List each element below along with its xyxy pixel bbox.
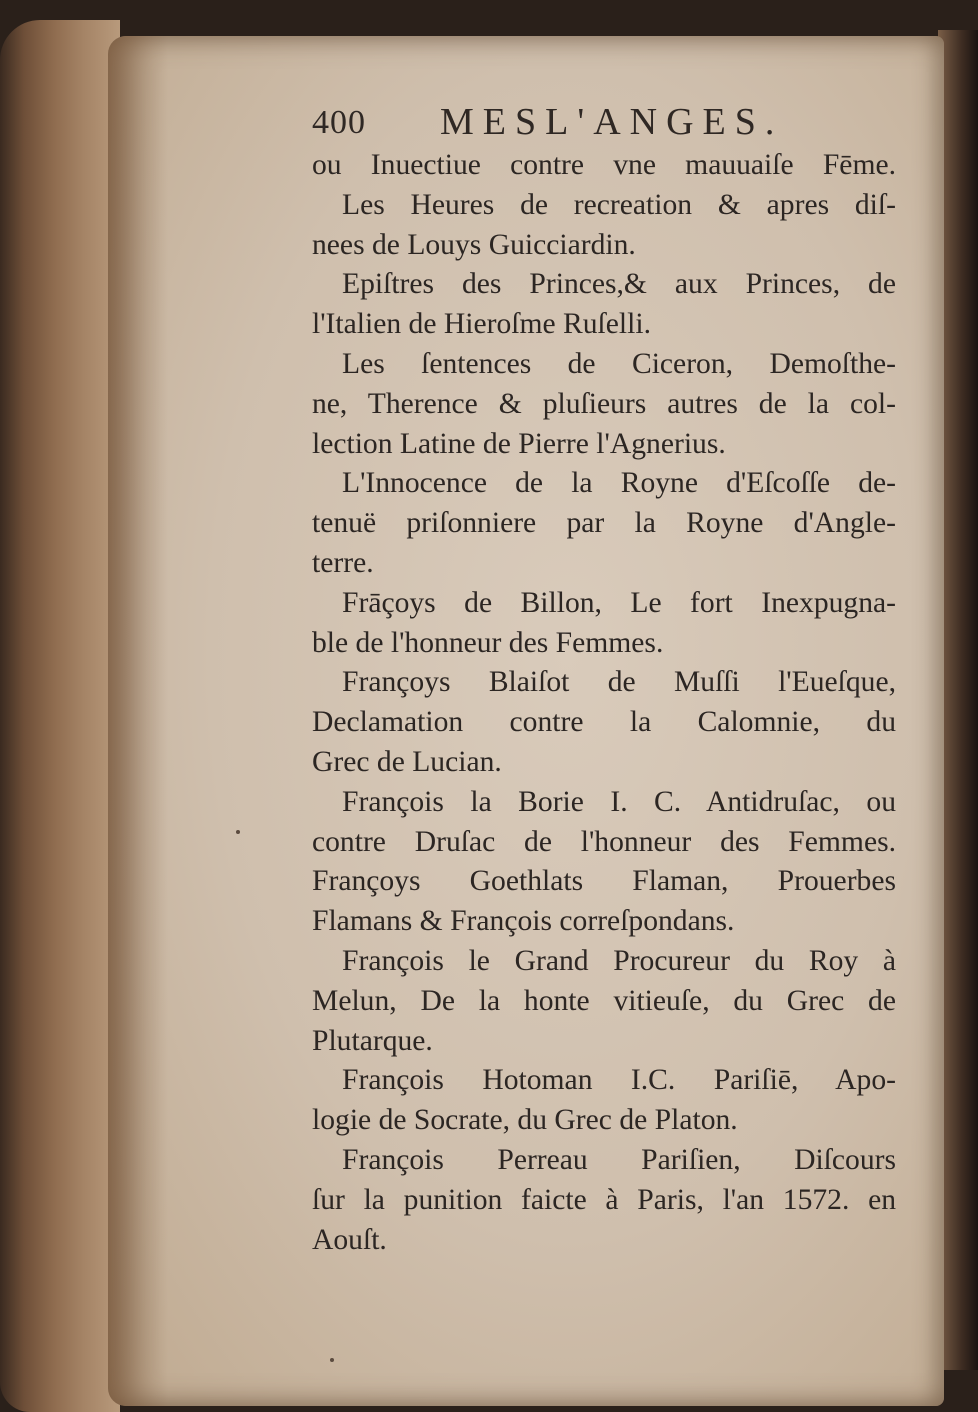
text-line: Les Heures de recreation & apres diſ- — [342, 188, 896, 221]
text-line: contre Druſac de l'honneur des Femmes. — [312, 825, 896, 858]
text-line: ſur la punition faicte à Paris, l'an 1572. en — [312, 1183, 896, 1216]
text-line: François Hotoman I.C. Pariſiē, Apo- — [342, 1064, 896, 1097]
text-line: Les ſentences de Ciceron, Demoſthe- — [342, 347, 896, 380]
ink-speck — [236, 830, 240, 834]
text-line: Frāçoys de Billon, Le fort Inexpugna- — [342, 586, 896, 619]
text-line: Plutarque. — [312, 1024, 433, 1057]
text-line: terre. — [312, 546, 374, 579]
book-edge-right — [938, 30, 978, 1370]
text-line: François la Borie I. C. Antidruſac, ou — [342, 785, 896, 818]
text-line: François Perreau Pariſien, Diſcours — [342, 1143, 896, 1176]
text-line: ne, Therence & pluſieurs autres de la col- — [312, 387, 896, 420]
ink-speck — [330, 1358, 334, 1362]
text-line: Françoys Blaiſot de Muſſi l'Eueſque, — [342, 666, 896, 699]
text-line: Aouſt. — [312, 1223, 387, 1256]
text-block — [312, 146, 896, 1260]
text-line: l'Italien de Hieroſme Ruſelli. — [312, 308, 651, 341]
text-line: tenuë priſonniere par la Royne d'Angle- — [312, 507, 896, 540]
text-line: logie de Socrate, du Grec de Platon. — [312, 1104, 738, 1137]
text-line: Flamans & François correſpondans. — [312, 905, 735, 938]
text-line: Françoys Goethlats Flaman, Prouerbes — [312, 865, 896, 898]
text-line: François le Grand Procureur du Roy à — [342, 944, 896, 977]
text-line: ble de l'honneur des Femmes. — [312, 626, 664, 659]
text-line: Melun, De la honte vitieuſe, du Grec de — [312, 984, 896, 1017]
text-line: nees de Louys Guicciardin. — [312, 228, 636, 261]
text-line: ou Inuectiue contre vne mauuaiſe Fēme. — [312, 149, 896, 181]
text-line: Epiſtres des Princes,& aux Princes, de — [342, 268, 896, 301]
running-title: MESL'ANGES. — [440, 101, 784, 143]
page-number: 400 — [312, 104, 366, 141]
text-line: Declamation contre la Calomnie, du — [312, 706, 896, 739]
text-line: Grec de Lucian. — [312, 745, 502, 778]
book-fore-edge-left — [0, 20, 120, 1412]
text-line: L'Innocence de la Royne d'Eſcoſſe de- — [342, 467, 896, 500]
text-line: lection Latine de Pierre l'Agnerius. — [312, 427, 726, 460]
page-gutter-shadow — [108, 36, 168, 1406]
page-header — [312, 100, 912, 144]
